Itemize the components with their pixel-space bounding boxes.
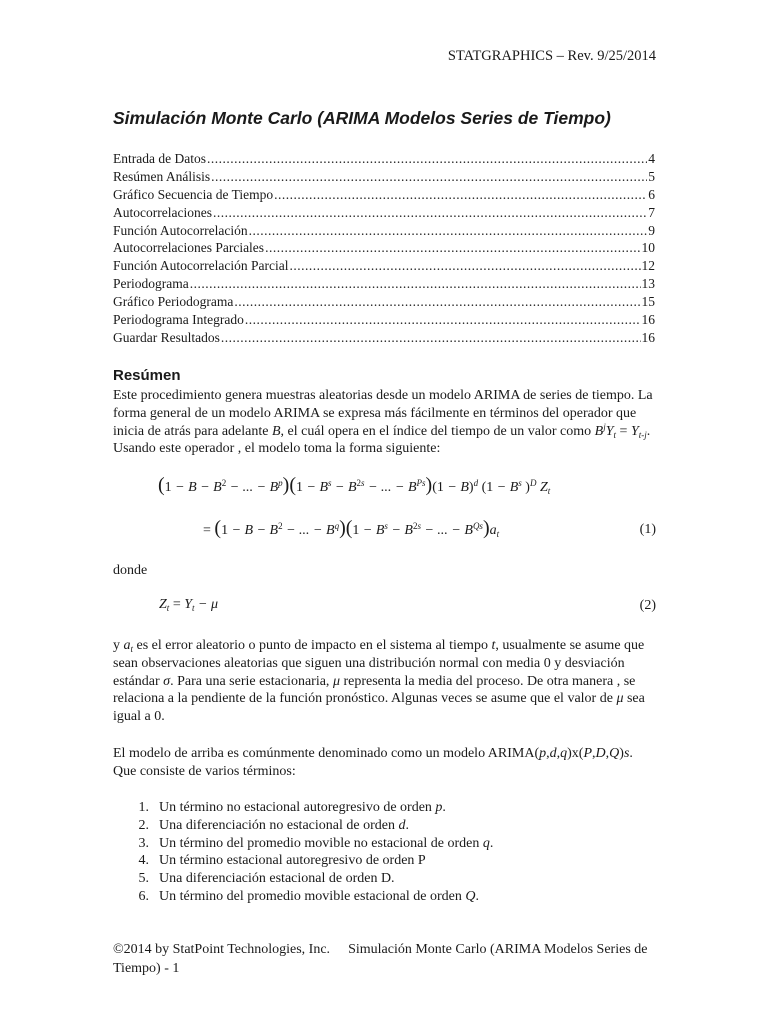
list-item (123, 799, 668, 817)
toc-entry-page: 10 (641, 240, 655, 256)
toc-entry-page: 9 (648, 222, 655, 238)
toc-entry-page: 16 (641, 312, 655, 328)
toc-entry[interactable] (113, 258, 655, 276)
toc-entry[interactable] (113, 205, 655, 223)
list-item (123, 888, 668, 906)
toc-entry[interactable] (113, 294, 655, 312)
toc-entry-page: 12 (641, 258, 655, 274)
list-item-number: 5. (138, 871, 149, 887)
toc-entry[interactable] (113, 223, 655, 241)
toc-entry-page: 6 (648, 186, 655, 202)
toc-entry[interactable] (113, 312, 655, 330)
section-title: Resúmen (113, 367, 181, 384)
list-item-text: Una diferenciación no estacional de orden d. (159, 817, 409, 833)
toc-leader-dots (190, 276, 641, 292)
list-item (123, 817, 668, 835)
list-item-number: 6. (138, 888, 149, 904)
terms-list (123, 799, 668, 906)
toc-entry[interactable] (113, 151, 655, 169)
model-paragraph: El modelo de arriba es comúnmente denominado como un modelo ARIMA(p,d,q)x(P,D,Q)s. Que consiste de varios términos: (113, 746, 633, 779)
toc-leader-dots (245, 312, 641, 328)
toc-entry-label: Función Autocorrelación (113, 222, 248, 238)
intro-paragraph: Este procedimiento genera muestras aleatorias desde un modelo ARIMA de series de tiempo. La forma general de un modelo ARIMA se expresa más fácilmente en términos del operador que inicia de atrás para adelante B, el cuál opera en el índice del tiempo de un valor como $B^jY_t = Y_{t-j}$. Usando este operador , el modelo toma la forma siguiente: (113, 388, 653, 457)
toc-entry-page: 7 (648, 204, 655, 220)
footer-copyright: ©2014 by StatPoint Technologies, Inc. (113, 942, 331, 957)
toc-leader-dots (234, 294, 640, 310)
list-item-number: 3. (138, 835, 149, 851)
equation-1-line-1: ($1 - B - B^2$ − ... − $B^p)(1 - B^s - B^{2s}$ − ... − $B^{Ps})(1 - B)^d$ ($1 - B^s$ )$^D$ $Z_t$ (158, 474, 551, 496)
toc-leader-dots (274, 187, 647, 203)
equation-2-number: (2) (639, 598, 656, 613)
toc-entry[interactable] (113, 330, 655, 348)
toc-entry-label: Periodograma (113, 276, 189, 292)
toc-leader-dots (221, 330, 641, 346)
list-item-text: Un término no estacional autoregresivo de orden p. (159, 800, 446, 815)
toc-entry-label: Autocorrelaciones (113, 204, 212, 220)
toc-entry-label: Gráfico Secuencia de Tiempo (113, 186, 274, 202)
toc-leader-dots (213, 205, 647, 221)
equation-1-number: (1) (639, 522, 656, 537)
donde-text: donde (113, 563, 148, 578)
list-item (123, 852, 668, 870)
list-item-text: Un término del promedio movible estacional de orden Q. (159, 888, 479, 904)
error-paragraph: y $a_t$ es el error aleatorio o punto de impacto en el sistema al tiempo t, usualmente se asume que sean observaciones aleatorias que siguen una distribución normal con media 0 y desviación estándar σ. Para una serie estacionaria, μ representa la media del proceso. De otra manera , se relaciona a la pendiente de la función pronóstico. Algunas veces se asume que el valor de μ sea igual a 0. (113, 638, 645, 725)
list-item (123, 835, 668, 853)
toc-entry-label: Gráfico Periodograma (113, 294, 234, 310)
toc-leader-dots (289, 258, 640, 274)
toc-entry-label: Guardar Resultados (113, 329, 220, 345)
toc-entry-page: 4 (648, 151, 655, 166)
toc-entry-page: 15 (641, 294, 655, 310)
table-of-contents (113, 151, 655, 348)
toc-entry-label: Entrada de Datos (113, 151, 206, 166)
document-title: Simulación Monte Carlo (ARIMA Modelos Series de Tiempo) (113, 108, 611, 128)
list-item (123, 870, 668, 888)
page-header: STATGRAPHICS – Rev. 9/25/2014 (447, 48, 656, 64)
toc-leader-dots (207, 151, 647, 167)
list-item-text: Una diferenciación estacional de orden D. (159, 871, 395, 887)
toc-entry-label: Periodograma Integrado (113, 312, 244, 328)
page-footer (113, 941, 658, 978)
toc-entry-label: Autocorrelaciones Parciales (113, 240, 265, 256)
toc-entry-label: Función Autocorrelación Parcial (113, 258, 289, 274)
list-item-number: 1. (138, 800, 149, 815)
toc-entry[interactable] (113, 187, 655, 205)
toc-entry-page: 16 (641, 329, 655, 345)
toc-entry[interactable] (113, 240, 655, 258)
list-item-number: 2. (138, 817, 149, 833)
toc-entry[interactable] (113, 276, 655, 294)
equation-1-line-2: = ($1 - B - B^2$ − ... − $B^q)(1 - B^s - B^{2s}$ − ... − $B^{Qs})a_t$ (203, 517, 500, 539)
equation-2: $Z_t = Y_t - \mu$ (159, 597, 219, 613)
toc-entry[interactable] (113, 169, 655, 187)
list-item-text: Un término estacional autoregresivo de orden P (159, 853, 426, 869)
toc-entry-page: 13 (641, 276, 655, 292)
list-item-text: Un término del promedio movible no estacional de orden q. (159, 835, 494, 851)
toc-leader-dots (265, 240, 640, 256)
toc-leader-dots (249, 223, 648, 239)
toc-entry-page: 5 (648, 168, 655, 184)
list-item-number: 4. (138, 853, 149, 869)
toc-entry-label: Resúmen Análisis (113, 168, 211, 184)
footer-page-title: Simulación Monte Carlo (ARIMA Modelos Series de Tiempo) - 1 (113, 942, 648, 976)
toc-leader-dots (211, 169, 647, 185)
